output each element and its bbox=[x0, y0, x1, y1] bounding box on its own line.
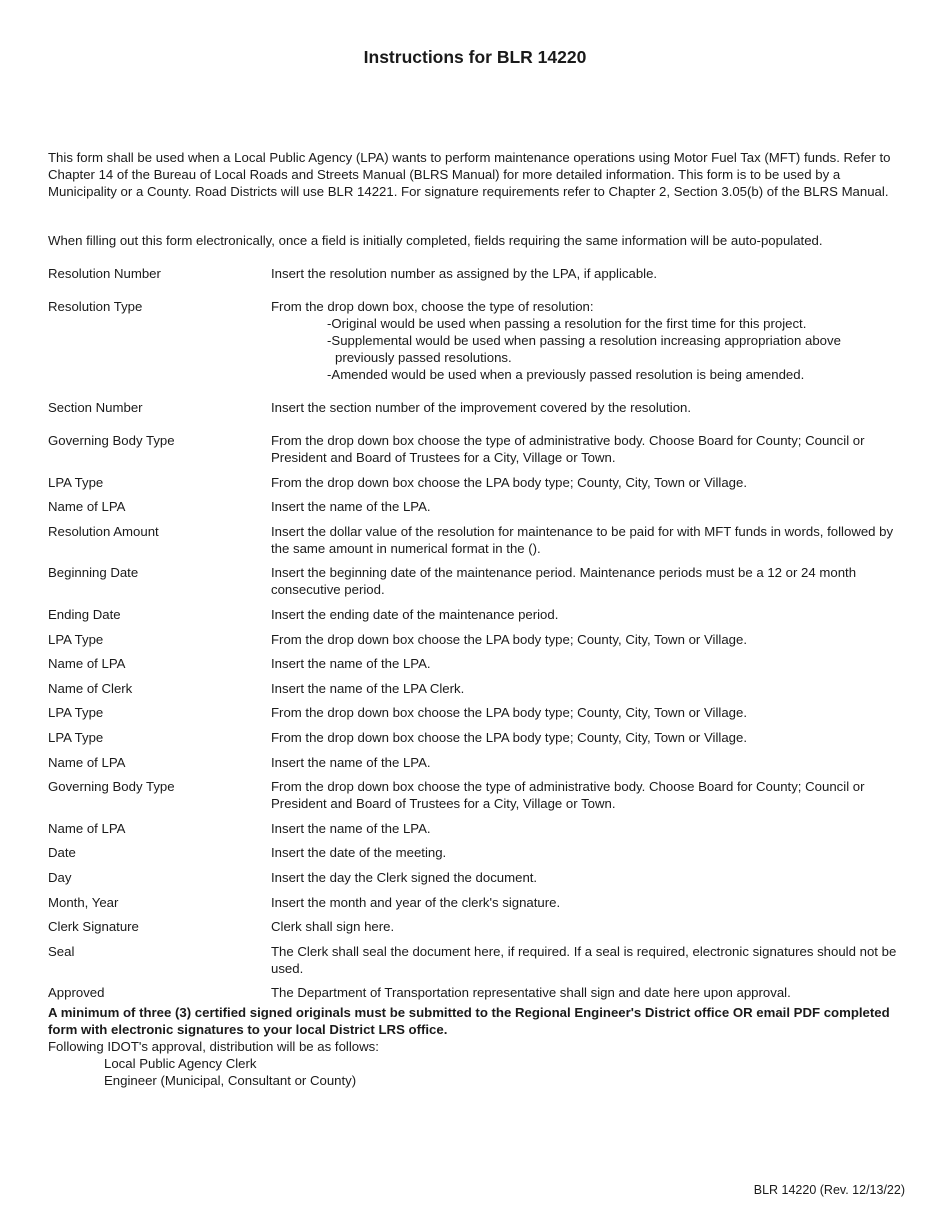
field-description: Clerk shall sign here. bbox=[271, 919, 395, 935]
field-label: Section Number bbox=[48, 400, 143, 415]
instruction-row bbox=[48, 918, 908, 935]
field-description: From the drop down box choose the LPA body type; County, City, Town or Village. bbox=[271, 631, 747, 647]
instruction-row bbox=[48, 844, 908, 861]
instruction-row bbox=[48, 778, 908, 812]
instruction-row bbox=[48, 943, 908, 977]
instruction-row bbox=[48, 564, 908, 598]
instruction-row bbox=[48, 894, 908, 911]
field-label: Resolution Type bbox=[48, 299, 143, 314]
field-description: Insert the name of the LPA. bbox=[271, 499, 431, 515]
field-description: From the drop down box choose the LPA body type; County, City, Town or Village. bbox=[271, 729, 747, 745]
field-description: Insert the date of the meeting. bbox=[271, 845, 447, 861]
instruction-row bbox=[48, 704, 908, 721]
field-description: Insert the name of the LPA. bbox=[271, 820, 431, 836]
instruction-row bbox=[48, 523, 908, 557]
instruction-row bbox=[48, 655, 908, 672]
instruction-row bbox=[48, 265, 908, 282]
instruction-row bbox=[48, 984, 908, 1001]
field-description: Insert the name of the LPA. bbox=[271, 656, 431, 672]
field-description: The Clerk shall seal the document here, if required. If a seal is required, electronic signatures should not be used. bbox=[271, 943, 897, 976]
field-label: Beginning Date bbox=[48, 565, 139, 581]
field-description: From the drop down box choose the LPA body type; County, City, Town or Village. bbox=[271, 474, 747, 490]
field-description: Insert the resolution number as assigned by the LPA, if applicable. bbox=[271, 266, 658, 281]
field-description: Insert the section number of the improvement covered by the resolution. bbox=[271, 400, 692, 415]
field-label: Governing Body Type bbox=[48, 779, 175, 795]
submission-note: A minimum of three (3) certified signed originals must be submitted to the Regional Engineer's District office OR email PDF completed form with electronic signatures to your local District LRS office. bbox=[48, 1005, 890, 1037]
resolution-type-option-continued: previously passed resolutions. bbox=[335, 350, 512, 365]
resolution-type-option: -Supplemental would be used when passing a resolution increasing appropriation above bbox=[327, 333, 841, 348]
field-label: Date bbox=[48, 845, 76, 861]
field-label: Name of Clerk bbox=[48, 680, 133, 696]
field-label: LPA Type bbox=[48, 705, 104, 721]
intro-note: When filling out this form electronically, once a field is initially completed, fields requiring the same information will be auto-populated. bbox=[48, 233, 823, 248]
field-description: From the drop down box choose the type of administrative body. Choose Board for County; Council or President and Board of Trustees for a City, Village or Town. bbox=[271, 779, 865, 812]
field-description: Insert the day the Clerk signed the document. bbox=[271, 869, 538, 885]
field-description: Insert the name of the LPA. bbox=[271, 754, 431, 770]
form-revision-label: BLR 14220 (Rev. 12/13/22) bbox=[753, 1183, 905, 1197]
field-description: Insert the name of the LPA Clerk. bbox=[271, 680, 465, 696]
field-description: Insert the dollar value of the resolution for maintenance to be paid for with MFT funds in words, followed by the same amount in numerical format in the (). bbox=[271, 523, 894, 556]
field-label: Clerk Signature bbox=[48, 919, 139, 935]
instruction-row bbox=[48, 399, 908, 416]
field-label: Name of LPA bbox=[48, 754, 126, 770]
field-description: The Department of Transportation representative shall sign and date here upon approval. bbox=[271, 985, 791, 1001]
instruction-row bbox=[48, 869, 908, 886]
instruction-row bbox=[48, 680, 908, 697]
field-description: Insert the beginning date of the maintenance period. Maintenance periods must be a 12 or 24 month consecutive period. bbox=[271, 565, 857, 598]
resolution-type-option: -Original would be used when passing a resolution for the first time for this project. bbox=[327, 316, 807, 331]
field-description: Insert the month and year of the clerk's signature. bbox=[271, 894, 561, 910]
field-label: Resolution Number bbox=[48, 266, 161, 281]
submission-instructions bbox=[48, 1004, 908, 1089]
instruction-row bbox=[48, 432, 908, 466]
distribution-item: Engineer (Municipal, Consultant or County) bbox=[104, 1073, 357, 1088]
instructions-list bbox=[48, 265, 908, 1009]
field-label: Name of LPA bbox=[48, 656, 126, 672]
field-label: Resolution Amount bbox=[48, 523, 159, 539]
field-label: Name of LPA bbox=[48, 820, 126, 836]
page-title: Instructions for BLR 14220 bbox=[363, 47, 587, 67]
instruction-row bbox=[48, 298, 908, 383]
field-label: LPA Type bbox=[48, 631, 104, 647]
field-label: LPA Type bbox=[48, 729, 104, 745]
instruction-row bbox=[48, 820, 908, 837]
distribution-intro: Following IDOT's approval, distribution will be as follows: bbox=[48, 1039, 379, 1054]
instruction-row bbox=[48, 606, 908, 623]
field-label: Month, Year bbox=[48, 894, 119, 910]
field-label: Approved bbox=[48, 985, 105, 1001]
field-label: Governing Body Type bbox=[48, 433, 175, 448]
instruction-row bbox=[48, 729, 908, 746]
field-label: Seal bbox=[48, 943, 75, 959]
resolution-type-option: -Amended would be used when a previously passed resolution is being amended. bbox=[327, 367, 805, 382]
instruction-row bbox=[48, 631, 908, 648]
field-label: Name of LPA bbox=[48, 499, 126, 515]
distribution-item: Local Public Agency Clerk bbox=[104, 1056, 257, 1071]
intro-paragraph: This form shall be used when a Local Public Agency (LPA) wants to perform maintenance operations using Motor Fuel Tax (MFT) funds. Refer to Chapter 14 of the Bureau of Local Roads and Streets Manual (BLRS Manual) for more detailed information. This form is to be used by a Municipality or a County. Road Districts will use BLR 14221. For signature requirements refer to Chapter 2, Section 3.05(b) of the BLRS Manual. bbox=[48, 150, 891, 199]
instruction-row bbox=[48, 754, 908, 771]
field-description: From the drop down box choose the type of administrative body. Choose Board for County; Council or President and Board of Trustees for a City, Village or Town. bbox=[271, 433, 865, 465]
field-description: From the drop down box choose the LPA body type; County, City, Town or Village. bbox=[271, 705, 747, 721]
instruction-row bbox=[48, 474, 908, 491]
field-label: LPA Type bbox=[48, 474, 104, 490]
field-description: From the drop down box, choose the type of resolution: bbox=[271, 299, 594, 314]
field-description: Insert the ending date of the maintenance period. bbox=[271, 606, 559, 622]
field-label: Ending Date bbox=[48, 606, 121, 622]
field-label: Day bbox=[48, 869, 72, 885]
field-description-group bbox=[271, 298, 908, 383]
instruction-row bbox=[48, 498, 908, 515]
